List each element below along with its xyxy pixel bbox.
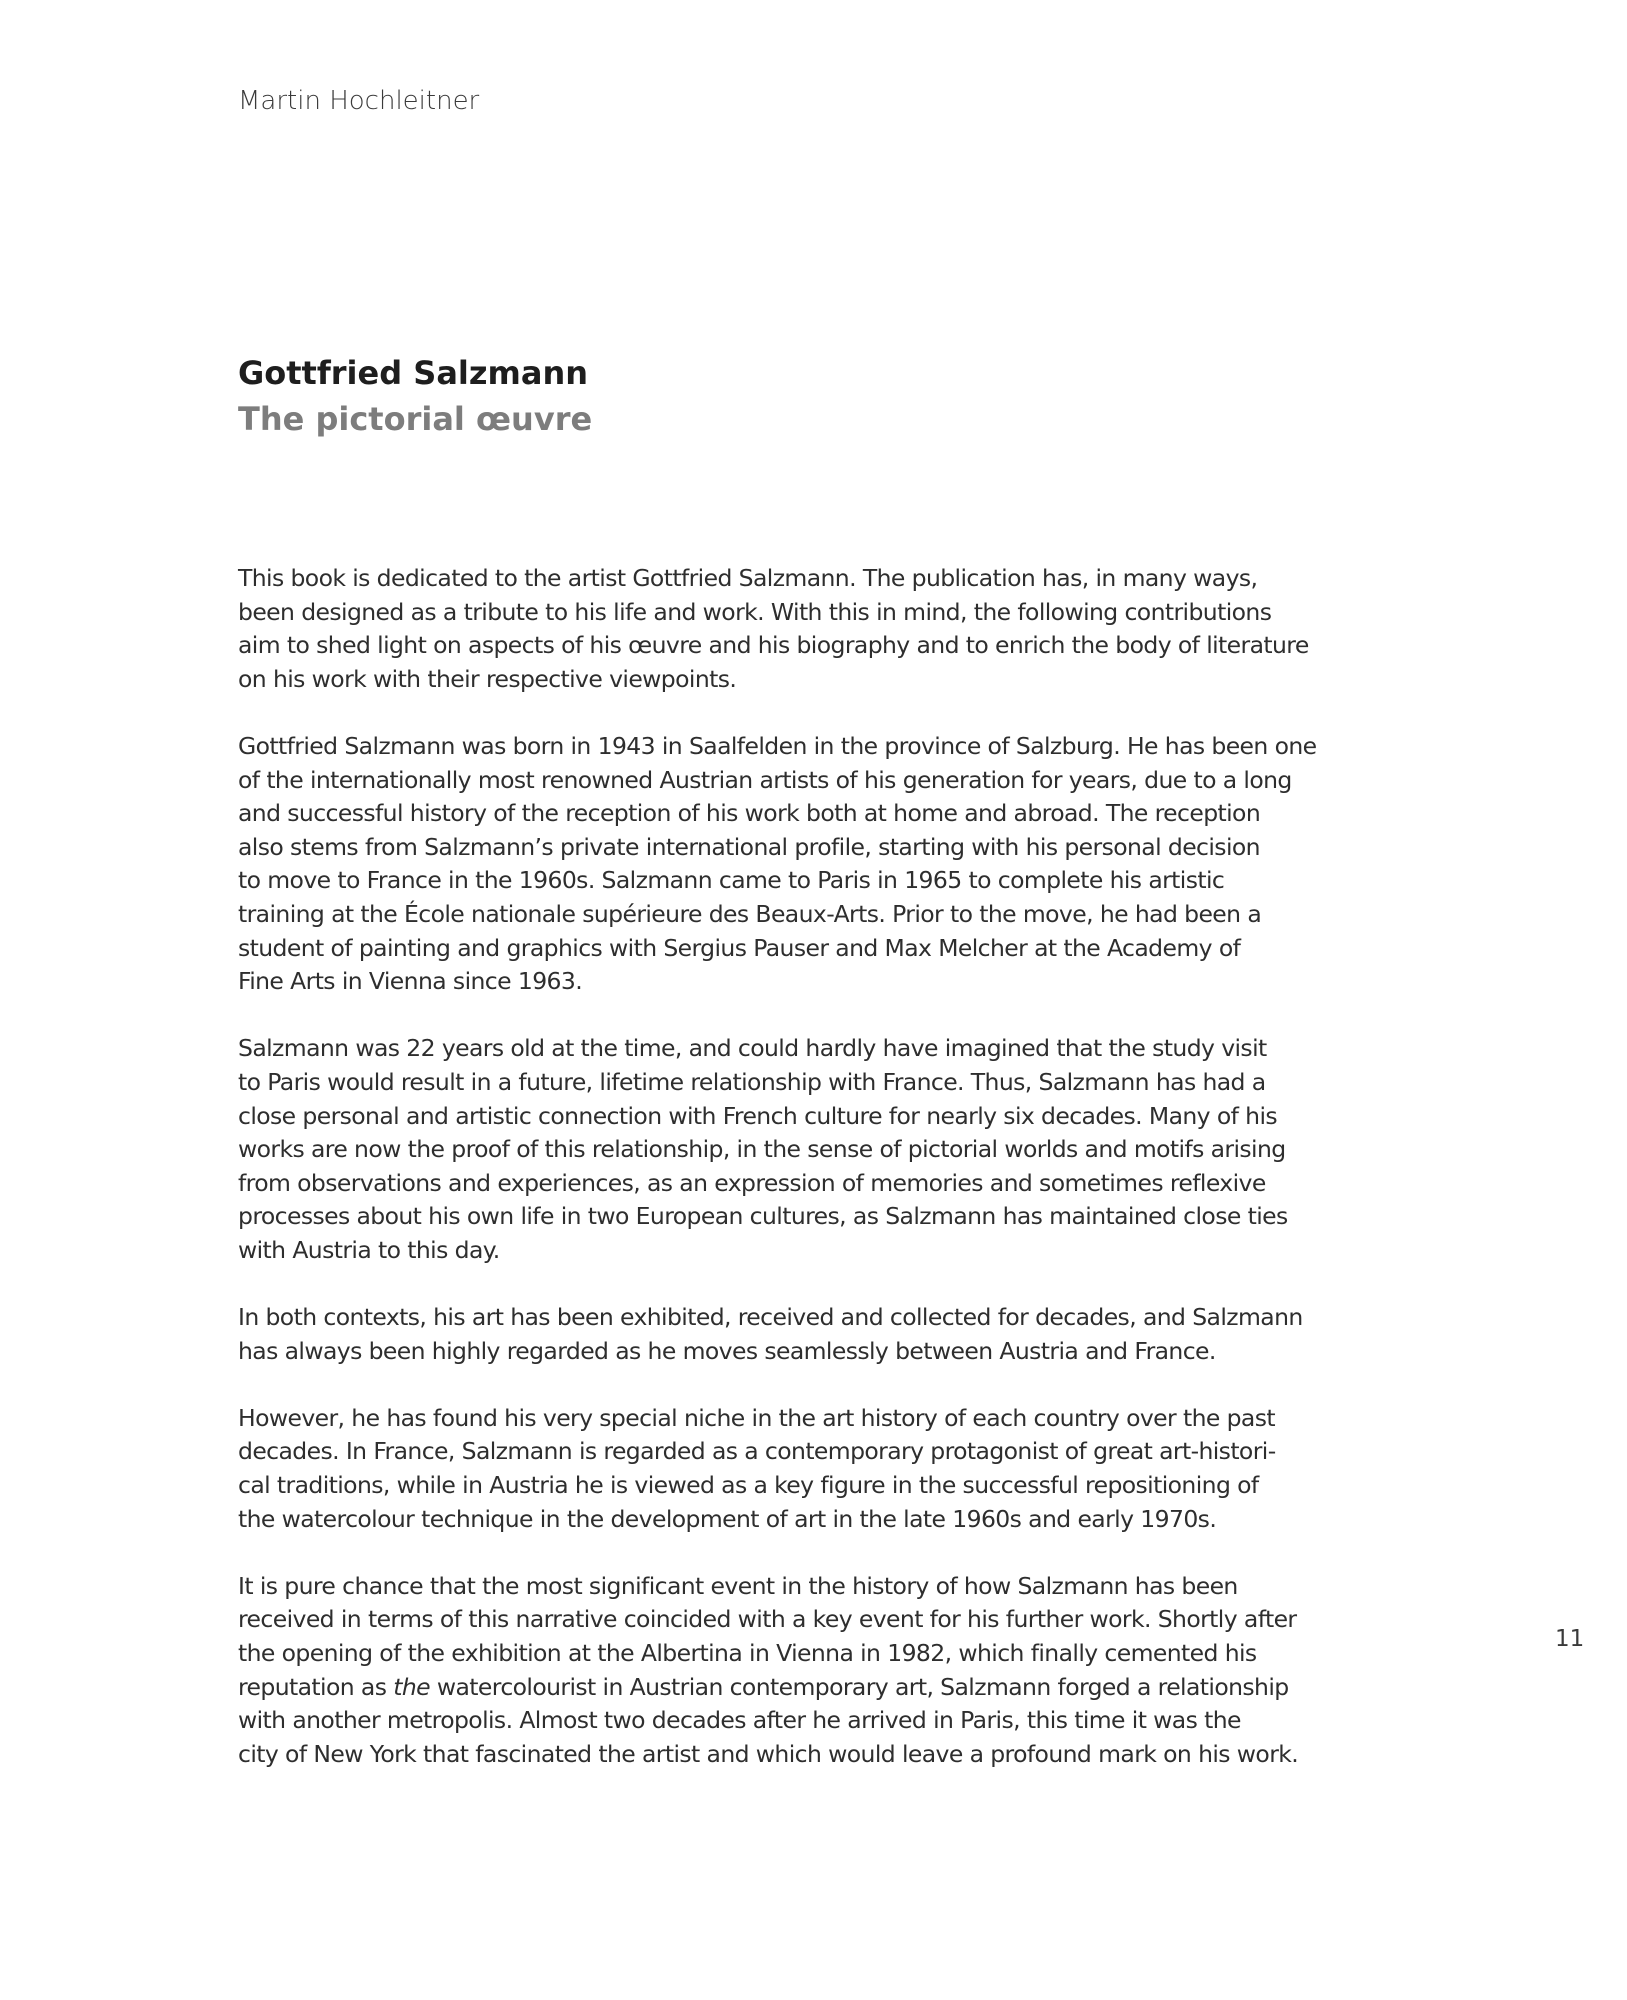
text-line: Salzmann was 22 years old at the time, and could hardly have imagined that the study visit — [238, 1034, 1267, 1063]
text-line: and successful history of the reception of his work both at home and abroad. The reception — [238, 799, 1261, 828]
text-line: Gottfried Salzmann was born in 1943 in Saalfelden in the province of Salzburg. He has been one — [238, 731, 1317, 760]
text-line: from observations and experiences, as an expression of memories and sometimes reflexive — [238, 1168, 1266, 1197]
text-line: This book is dedicated to the artist Gottfried Salzmann. The publication has, in many ways, — [238, 564, 1258, 592]
text-line: to move to France in the 1960s. Salzmann came to Paris in 1965 to complete his artistic — [238, 866, 1225, 895]
title-block — [238, 350, 592, 442]
text-line: to Paris would result in a future, lifetime relationship with France. Thus, Salzmann has had a — [238, 1067, 1266, 1096]
text-line: with Austria to this day. — [238, 1235, 500, 1264]
page-number: 11 — [1555, 1626, 1585, 1652]
text-fragment: reputation as — [238, 1672, 394, 1701]
text-line: processes about his own life in two European cultures, as Salzmann has maintained close ties — [238, 1202, 1288, 1231]
text-line: decades. In France, Salzmann is regarded as a contemporary protagonist of great art-histori- — [238, 1437, 1276, 1466]
paragraph-6 — [238, 1570, 1398, 1772]
text-line: works are now the proof of this relationship, in the sense of pictorial worlds and motifs arising — [238, 1135, 1286, 1164]
text-line: city of New York that fascinated the artist and which would leave a profound mark on his work. — [238, 1739, 1299, 1768]
emphasized-word: the — [393, 1672, 431, 1701]
article-subtitle: The pictorial œuvre — [238, 400, 593, 438]
text-line: been designed as a tribute to his life and work. With this in mind, the following contributions — [238, 597, 1272, 626]
paragraph-1 — [238, 562, 1398, 696]
article-title: Gottfried Salzmann — [238, 354, 588, 392]
paragraph-5 — [238, 1402, 1398, 1536]
text-fragment: watercolourist in Austrian contemporary art, Salzmann forged a relationship — [430, 1672, 1289, 1701]
text-line: the opening of the exhibition at the Albertina in Vienna in 1982, which finally cemented his — [238, 1639, 1257, 1667]
text-line: received in terms of this narrative coincided with a key event for his further work. Shortly after — [238, 1605, 1297, 1634]
text-line: However, he has found his very special niche in the art history of each country over the past — [238, 1403, 1275, 1432]
author-name: Martin Hochleitner — [238, 86, 480, 116]
text-line: student of painting and graphics with Sergius Pauser and Max Melcher at the Academy of — [238, 933, 1241, 962]
text-line: training at the École nationale supérieure des Beaux-Arts. Prior to the move, he had been a — [238, 899, 1262, 928]
text-line: aim to shed light on aspects of his œuvre and his biography and to enrich the body of literature — [238, 631, 1309, 660]
text-line: close personal and artistic connection with French culture for nearly six decades. Many of his — [238, 1101, 1278, 1130]
text-line: cal traditions, while in Austria he is viewed as a key figure in the successful repositioning of — [238, 1471, 1259, 1500]
text-line: on his work with their respective viewpoints. — [238, 664, 737, 693]
text-line: the watercolour technique in the development of art in the late 1960s and early 1970s. — [238, 1504, 1217, 1533]
text-line-emphasis — [238, 1671, 1398, 1705]
text-line: In both contexts, his art has been exhibited, received and collected for decades, and Salzmann — [238, 1303, 1303, 1332]
text-line: has always been highly regarded as he moves seamlessly between Austria and France. — [238, 1336, 1216, 1365]
text-line: Fine Arts in Vienna since 1963. — [238, 967, 583, 996]
text-line: It is pure chance that the most significant event in the history of how Salzmann has been — [238, 1571, 1238, 1600]
text-line: of the internationally most renowned Austrian artists of his generation for years, due to a long — [238, 765, 1292, 794]
paragraph-3 — [238, 1032, 1398, 1267]
paragraph-2 — [238, 730, 1398, 999]
text-line: with another metropolis. Almost two decades after he arrived in Paris, this time it was the — [238, 1706, 1241, 1735]
text-line: also stems from Salzmann’s private international profile, starting with his personal decision — [238, 832, 1260, 861]
body-text — [238, 562, 1398, 1805]
paragraph-4 — [238, 1301, 1398, 1368]
